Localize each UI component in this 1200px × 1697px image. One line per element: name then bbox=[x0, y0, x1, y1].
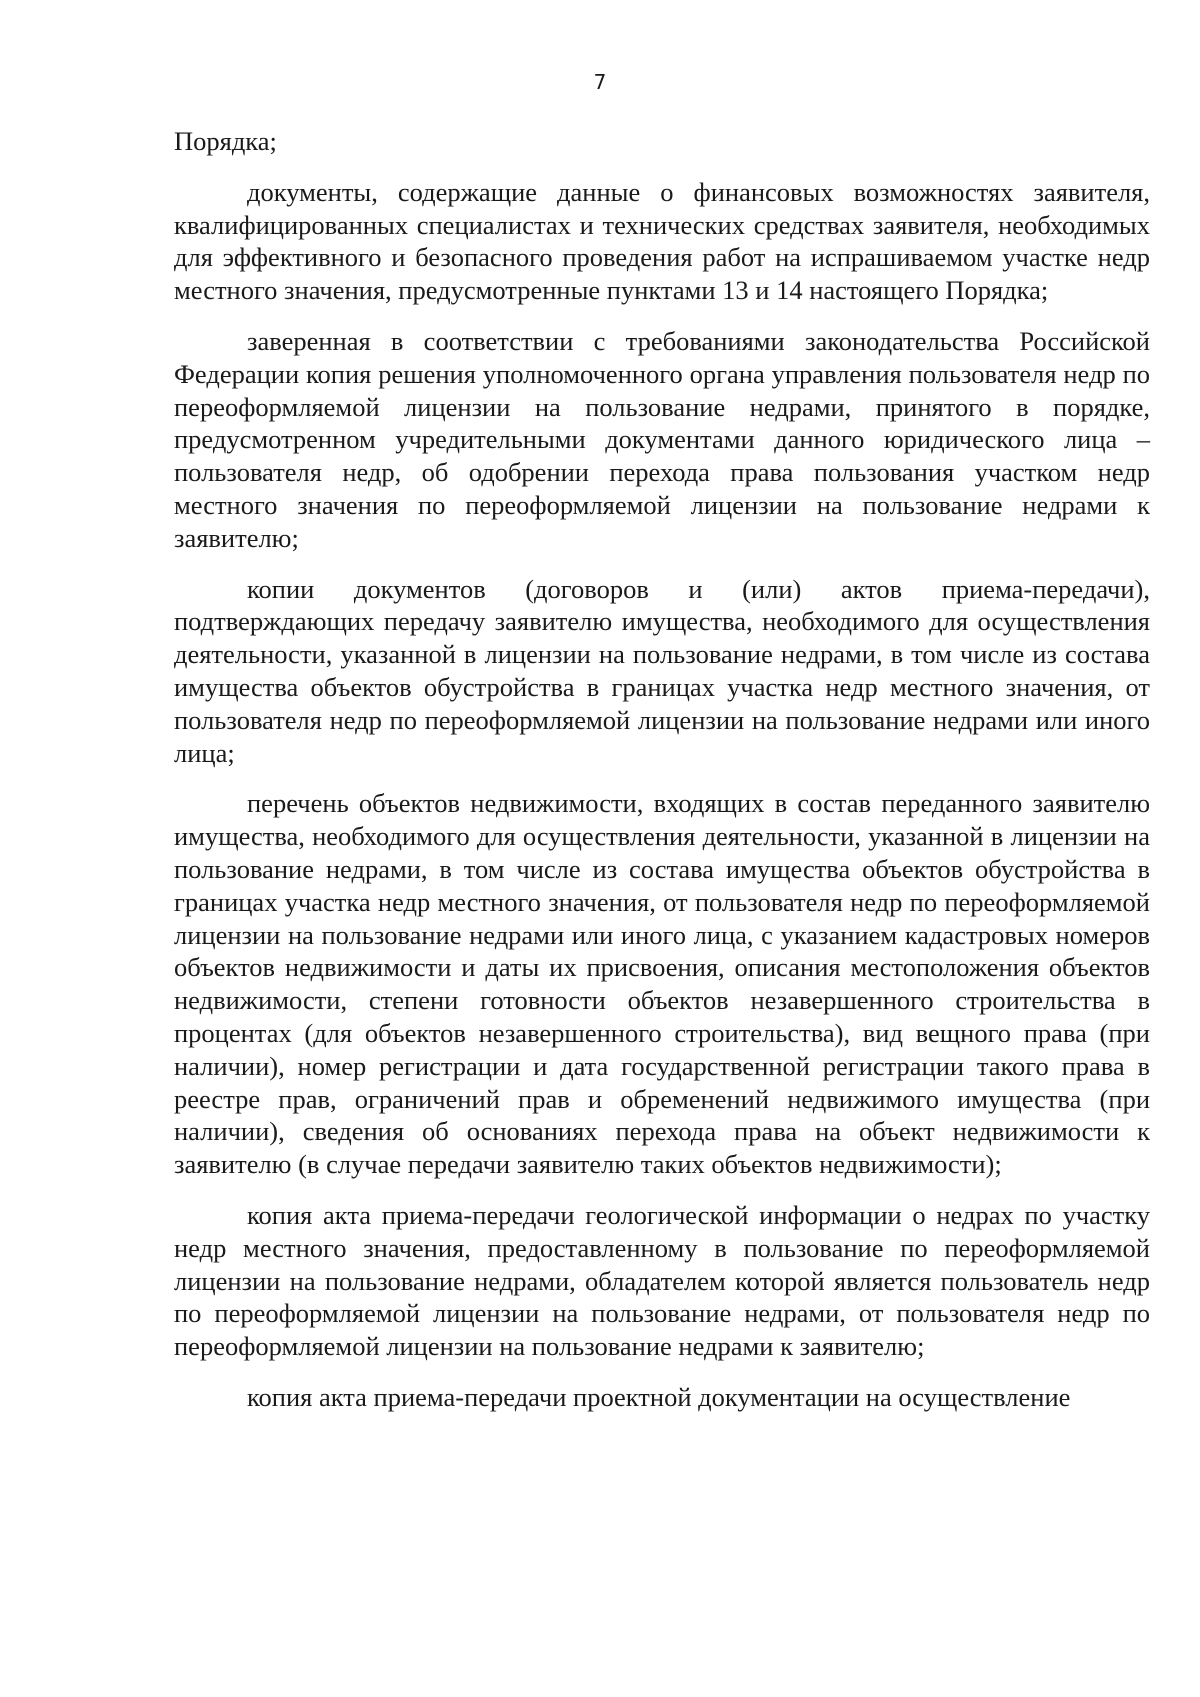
paragraph-project-documentation-act: копия акта приема-передачи проектной документации на осуществление bbox=[247, 1381, 1071, 1412]
paragraph-financial-documents: документы, содержащие данные о финансовых возможностях заявителя, квалифицированных специалистах и технических средствах заявителя, необходимых для эффективного и безопасного проведения работ на испрашиваемом участке недр местного значения, предусмотренные пунктами 13 и 14 настоящего Порядка; bbox=[174, 176, 1150, 306]
document-body bbox=[174, 125, 1150, 1414]
paragraph-continuation: Порядка; bbox=[174, 126, 277, 156]
paragraph-real-estate-list: перечень объектов недвижимости, входящих в состав переданного заявителю имущества, необходимого для осуществления деятельности, указанной в лицензии на пользование недрами, в том числе из состава имущества объектов обустройства в границах участка недр местного значения, от пользователя недр по переоформляемой лицензии на пользование недрами или иного лица, с указанием кадастровых номеров объектов недвижимости и даты их присвоения, описания местоположения объектов недвижимости, степени готовности объектов незавершенного строительства в процентах (для объектов незавершенного строительства), вид вещного права (при наличии), номер регистрации и дата государственной регистрации такого права в реестре прав, ограничений прав и обременений недвижимого имущества (при наличии), сведения об основаниях перехода права на объект недвижимости к заявителю (в случае передачи заявителю таких объектов недвижимости); bbox=[174, 788, 1150, 1180]
page-number: 7 bbox=[593, 70, 607, 94]
paragraph-geological-information-act: копия акта приема-передачи геологической информации о недрах по участку недр местного значения, предоставленному в пользование по переоформляемой лицензии на пользование недрами, обладателем которой является пользователь недр по переоформляемой лицензии на пользование недрами, от пользователя недр по переоформляемой лицензии на пользование недрами к заявителю; bbox=[174, 1199, 1150, 1362]
paragraph-authorized-body-decision: заверенная в соответствии с требованиями законодательства Российской Федерации копия решения уполномоченного органа управления пользователя недр по переоформляемой лицензии на пользование недрами, принятого в порядке, предусмотренном учредительными документами данного юридического лица – пользователя недр, об одобрении перехода права пользования участком недр местного значения по переоформляемой лицензии на пользование недрами к заявителю; bbox=[174, 325, 1150, 553]
paragraph-property-transfer-documents: копии документов (договоров и (или) актов приема-передачи), подтверждающих передачу заявителю имущества, необходимого для осуществления деятельности, указанной в лицензии на пользование недрами, в том числе из состава имущества объектов обустройства в границах участка недр местного значения, от пользователя недр по переоформляемой лицензии на пользование недрами или иного лица; bbox=[174, 573, 1150, 768]
